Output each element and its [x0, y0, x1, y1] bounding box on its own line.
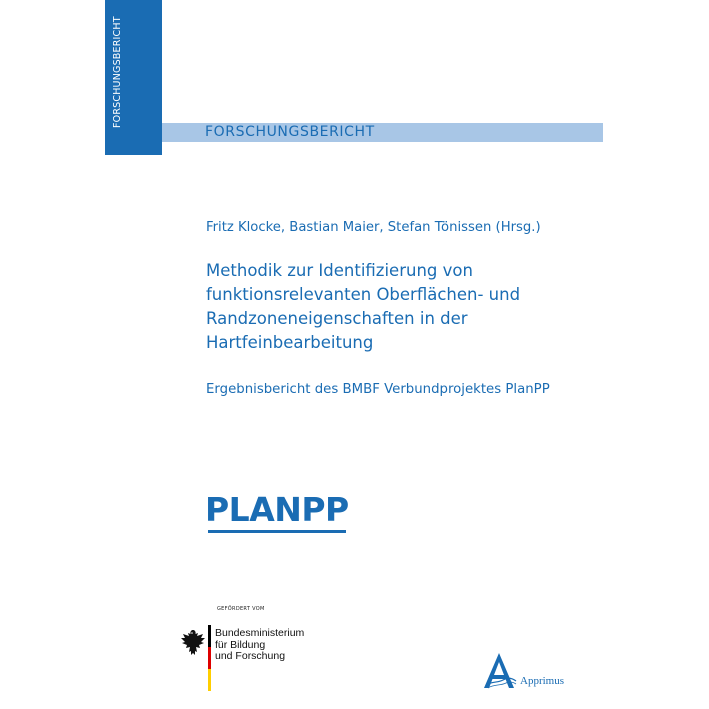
book-title-line: Randzoneneigenschaften in der — [206, 309, 468, 328]
ministry-line: für Bildung — [215, 638, 266, 651]
book-title-line: funktionsrelevanten Oberflächen- und — [206, 285, 521, 304]
publisher-name: Apprimus — [520, 675, 564, 687]
federal-eagle-icon — [180, 628, 206, 658]
book-title — [206, 259, 606, 355]
flag-stripe-red — [208, 647, 211, 669]
authors: Fritz Klocke, Bastian Maier, Stefan Tönissen (Hrsg.) — [206, 220, 541, 235]
flag-stripe-black — [208, 625, 211, 647]
planpp-logo-underline — [208, 530, 346, 533]
german-flag-bar — [208, 625, 211, 691]
book-subtitle: Ergebnisbericht des BMBF Verbundprojektes PlanPP — [206, 382, 550, 397]
planpp-logo: PLANPP — [205, 490, 349, 529]
ministry-line: Bundesministerium — [215, 627, 305, 639]
apprimus-logo-icon — [478, 650, 520, 692]
flag-stripe-gold — [208, 669, 211, 691]
spine-label: FORSCHUNGSBERICHT — [112, 16, 123, 128]
book-title-line: Hartfeinbearbeitung — [206, 333, 374, 352]
funding-label: GEFÖRDERT VOM — [217, 606, 265, 612]
book-title-line: Methodik zur Identifizierung von — [206, 261, 473, 280]
series-label: FORSCHUNGSBERICHT — [205, 124, 375, 140]
ministry-line: und Forschung — [215, 650, 286, 662]
ministry-name — [215, 628, 304, 663]
